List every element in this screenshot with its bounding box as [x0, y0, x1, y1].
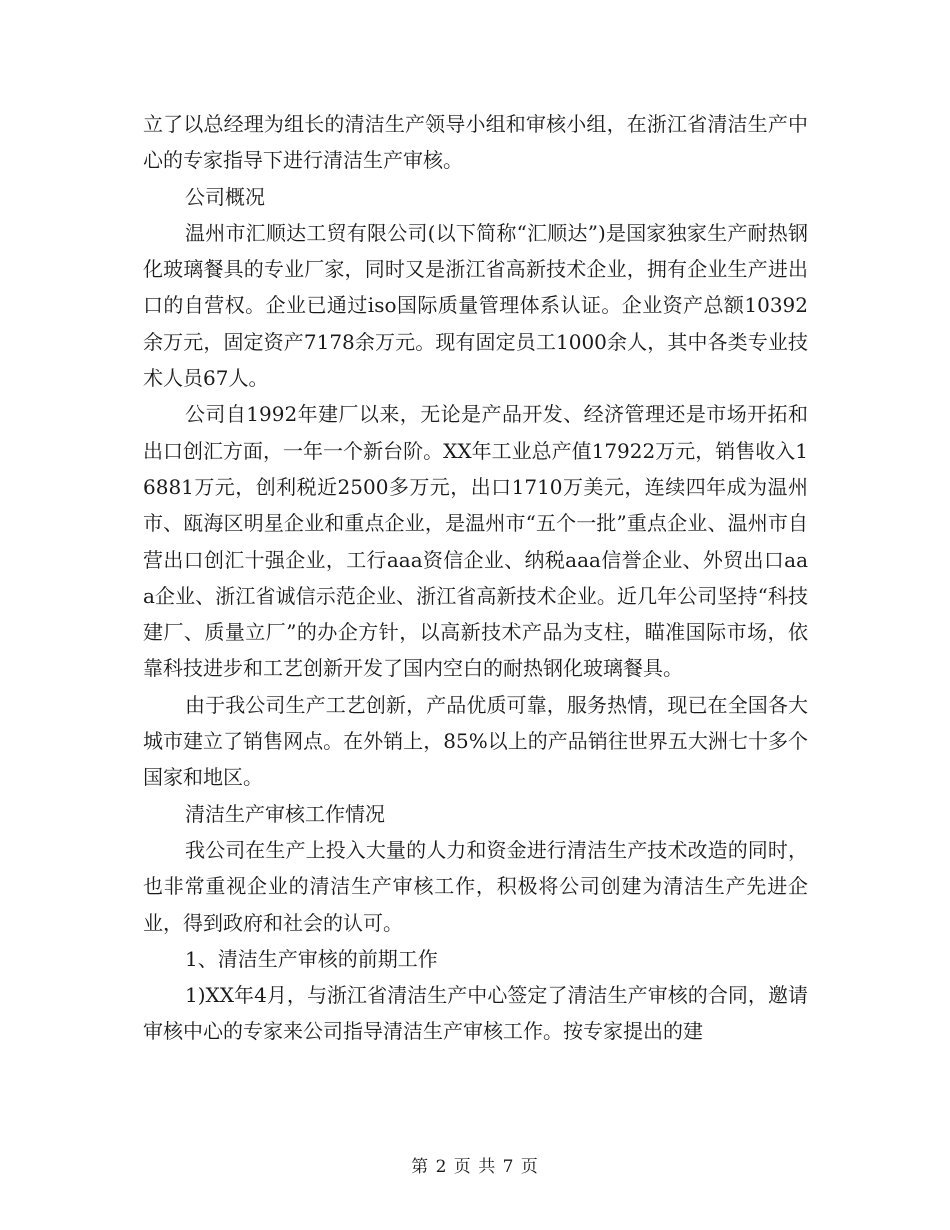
section-heading-company-overview: 公司概况 [185, 184, 265, 209]
paragraph-audit-overview: 我公司在生产上投入大量的人力和资金进行清洁生产技术改造的同时，也非常重视企业的清洁生产审核工作，积极将公司创建为清洁生产先进企业，得到政府和社会的认可。 [143, 837, 808, 935]
footer-prefix: 第 [411, 1157, 430, 1177]
paragraph-company-intro: 温州市汇顺达工贸有限公司(以下简称“汇顺达”)是国家独家生产耐热钢化玻璃餐具的专业厂家，同时又是浙江省高新技术企业，拥有企业生产进出口的自营权。企业已通过iso国际质量管理体系认证。企业资产总额10392余万元，固定资产7178余万元。现有固定员工1000余人，其中各类专业技术人员67人。 [143, 220, 808, 391]
subheading-preliminary-work: 1、清洁生产审核的前期工作 [185, 946, 438, 971]
paragraph-company-history: 公司自1992年建厂以来，无论是产品开发、经济管理还是市场开拓和出口创汇方面，一年一个新台阶。XX年工业总产值17922万元，销售收入16881万元，创利税近2500多万元，出口1710万美元，连续四年成为温州市、瓯海区明星企业和重点企业，是温州市“五个一批”重点企业、温州市自营出口创汇十强企业，工行aaa资信企业、纳税aaa信誉企业、外贸出口aaa企业、浙江省诚信示范企业、浙江省高新技术企业。近几年公司坚持“科技建厂、质量立厂”的办企方针，以高新技术产品为支柱，瞄准国际市场，依靠科技进步和工艺创新开发了国内空白的耐热钢化玻璃餐具。 [143, 402, 808, 681]
section-heading-audit-status: 清洁生产审核工作情况 [185, 801, 385, 826]
paragraph-continuation: 立了以总经理为组长的清洁生产领导小组和审核小组，在浙江省清洁生产中心的专家指导下进行清洁生产审核。 [143, 112, 808, 173]
document-body [143, 106, 808, 1050]
footer-total-pages: 7 [502, 1157, 515, 1177]
paragraph-preliminary-item-1: 1)XX年4月，与浙江省清洁生产中心签定了清洁生产审核的合同，邀请审核中心的专家来公司指导清洁生产审核工作。按专家提出的建 [143, 983, 808, 1044]
page-footer [0, 1152, 950, 1177]
footer-suffix: 页 [520, 1157, 539, 1177]
paragraph-sales-network: 由于我公司生产工艺创新，产品优质可靠，服务热情，现已在全国各大城市建立了销售网点。在外销上，85%以上的产品销往世界五大洲七十多个国家和地区。 [143, 692, 808, 790]
footer-current-page: 2 [435, 1157, 448, 1177]
footer-middle: 页 共 [453, 1157, 497, 1177]
